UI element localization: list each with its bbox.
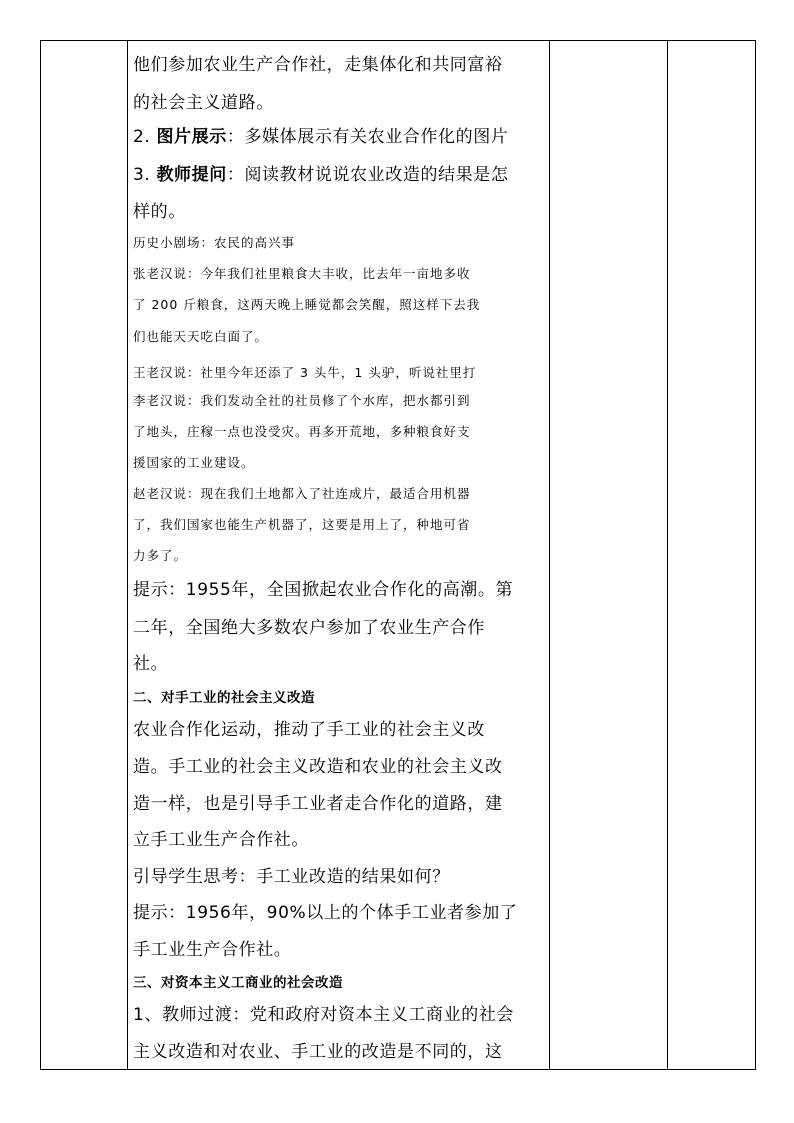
section-heading: 三、对资本主义工商业的社会改造	[133, 975, 343, 991]
text-line: 提示：1956年，90%以上的个体手工业者参加了	[133, 903, 518, 923]
text-line: 样的。	[133, 202, 186, 222]
text-line: 造一样，也是引导手工业者走合作化的道路，建	[133, 794, 503, 814]
text-line: 引导学生思考：手工业改造的结果如何？	[133, 867, 450, 887]
column-divider	[549, 41, 550, 1069]
column-divider	[127, 41, 128, 1069]
text-line	[133, 160, 508, 185]
text-line: 援国家的工业建设。	[133, 455, 255, 470]
text-line: 了 200 斤粮食，这两天晚上睡觉都会笑醒，照这样下去我	[133, 297, 481, 312]
item-text: ：阅读教材说说农业改造的结果是怎	[226, 165, 509, 185]
item-number: 3.	[133, 165, 151, 185]
text-line: 了地头，庄稼一点也没受灾。再多开荒地，多种粮食好支	[133, 424, 471, 439]
text-line: 农业合作化运动，推动了手工业的社会主义改	[133, 720, 485, 740]
item-heading: 图片展示	[156, 127, 227, 147]
text-line: 李老汉说：我们发动全社的社员修了个水库，把水都引到	[133, 393, 471, 408]
text-line: 1、教师过渡：党和政府对资本主义工商业的社会	[133, 1005, 515, 1025]
text-line: 二年，全国绝大多数农户参加了农业生产合作	[133, 618, 485, 638]
text-line: 们也能天天吃白面了。	[133, 329, 269, 344]
text-line: 提示：1955年，全国掀起农业合作化的高潮。第	[133, 580, 514, 600]
item-heading: 教师提问	[156, 165, 227, 185]
text-line: 赵老汉说：现在我们土地都入了社连成片，最适合用机器	[133, 486, 471, 501]
text-line: 主义改造和对农业、手工业的改造是不同的，这	[133, 1042, 503, 1062]
text-line: 张老汉说：今年我们社里粮食大丰收，比去年一亩地多收	[133, 266, 471, 281]
item-text: ：多媒体展示有关农业合作化的图片	[226, 127, 509, 147]
text-line: 了，我们国家也能生产机器了，这要是用上了，种地可省	[133, 517, 471, 532]
text-line: 立手工业生产合作社。	[133, 830, 309, 850]
column-divider	[667, 41, 668, 1069]
text-line: 手工业生产合作社。	[133, 940, 292, 960]
text-line: 他们参加农业生产合作社，走集体化和共同富裕	[133, 55, 503, 75]
text-line: 造。手工业的社会主义改造和农业的社会主义改	[133, 757, 503, 777]
text-line: 的社会主义道路。	[133, 93, 274, 113]
item-number: 2.	[133, 127, 151, 147]
text-line	[133, 122, 508, 147]
text-line: 力多了。	[133, 548, 188, 563]
text-line: 历史小剧场：农民的高兴事	[133, 235, 296, 250]
text-line: 社。	[133, 654, 169, 674]
section-heading: 二、对手工业的社会主义改造	[133, 690, 315, 706]
text-line: 王老汉说：社里今年还添了 3 头牛，1 头驴，听说社里打	[133, 365, 477, 380]
